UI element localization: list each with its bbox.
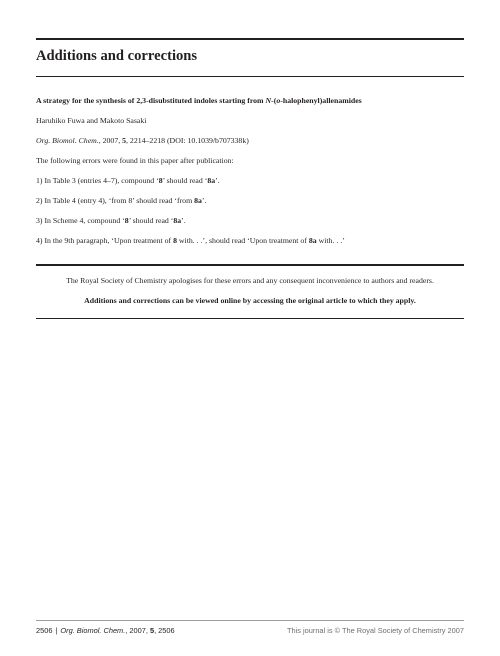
page-heading: Additions and corrections	[36, 48, 198, 64]
article-title-mid: -(	[271, 96, 277, 105]
error-compound-new: 8a	[194, 196, 202, 205]
error-item	[36, 196, 206, 206]
apology-text: The Royal Society of Chemistry apologises for these errors and any consequent inconvenience to authors and readers.	[66, 276, 434, 285]
error-text: with. . .’	[316, 236, 345, 245]
error-text: ’ should read ‘	[128, 216, 174, 225]
footer-page-number: 2506	[36, 626, 53, 635]
error-item	[36, 176, 220, 186]
error-item	[36, 216, 186, 226]
error-item	[36, 236, 345, 246]
error-text: 3) In Scheme 4, compound ‘	[36, 216, 125, 225]
article-title-suffix: -halophenyl)allenamides	[280, 96, 362, 105]
footer-volume: 5	[149, 626, 155, 635]
footer-journal: Org. Biomol. Chem.	[60, 626, 126, 635]
error-compound-new: 8a	[173, 216, 182, 225]
citation-pages-doi: , 2214–2218 (DOI: 10.1039/b707338k)	[126, 136, 249, 145]
error-text: 1) In Table 3 (entries 4–7), compound ‘	[36, 176, 159, 185]
error-text: with. . .’, should read ‘Upon treatment of	[176, 236, 309, 245]
citation-year: , 2007,	[98, 136, 123, 145]
citation-volume: 5	[122, 136, 127, 145]
footer-year: , 2007,	[125, 626, 150, 635]
footer-rule	[36, 620, 464, 621]
error-compound-new: 8a	[207, 176, 216, 185]
citation-journal: Org. Biomol. Chem.	[36, 136, 99, 145]
page	[36, 0, 464, 656]
error-text: ’ should read ‘	[162, 176, 208, 185]
article-title-italic-o: o	[276, 96, 281, 105]
error-compound-new: 8a	[308, 236, 317, 245]
error-text: ’.	[215, 176, 220, 185]
article-title-text: A strategy for the synthesis of 2,3-disubstituted indoles starting from	[36, 96, 266, 105]
error-compound-old: 8	[124, 216, 129, 225]
error-text: 4) In the 9th paragraph, ‘Upon treatment of	[36, 236, 174, 245]
error-text: 2) In Table 4 (entry 4), ‘from 8’ should read ‘from	[36, 196, 195, 205]
footer-page: , 2506	[154, 626, 175, 635]
footer-separator: |	[55, 626, 58, 635]
heading-rule	[36, 76, 464, 77]
error-text: ’.	[201, 196, 207, 205]
errors-intro: The following errors were found in this paper after publication:	[36, 156, 234, 165]
error-compound-old: 8	[158, 176, 163, 185]
footer-copyright: This journal is © The Royal Society of Chemistry 2007	[286, 626, 464, 635]
mid-rule	[36, 264, 464, 266]
top-rule	[36, 38, 464, 40]
article-authors: Haruhiko Fuwa and Makoto Sasaki	[36, 116, 147, 125]
bottom-rule	[36, 318, 464, 319]
error-text: ’.	[181, 216, 186, 225]
online-note: Additions and corrections can be viewed online by accessing the original article to which they apply.	[84, 296, 416, 305]
article-title-italic-n: N	[265, 96, 272, 105]
article-title	[36, 96, 362, 106]
footer-citation	[36, 626, 175, 635]
error-compound-old: 8	[173, 236, 177, 245]
article-citation	[36, 136, 249, 146]
